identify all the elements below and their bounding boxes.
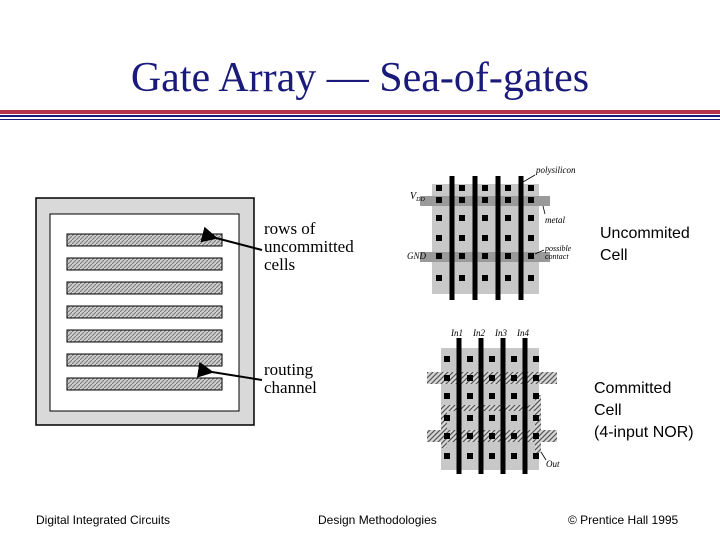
contact bbox=[489, 356, 495, 362]
contact bbox=[511, 393, 517, 399]
contact bbox=[444, 375, 450, 381]
uncommitted-cell-caption bbox=[600, 223, 690, 267]
cell-row bbox=[67, 258, 222, 270]
poly-gate bbox=[519, 176, 524, 300]
vdd-label: $V_{DD}$ bbox=[410, 191, 425, 203]
contact bbox=[459, 215, 465, 221]
polysilicon-label: polysilicon bbox=[536, 165, 576, 175]
contact bbox=[444, 433, 450, 439]
contact bbox=[467, 393, 473, 399]
cell-row bbox=[67, 378, 222, 390]
committed-caption-line2: Cell bbox=[594, 402, 622, 419]
uncommitted-caption-line1: Uncommited bbox=[600, 225, 690, 242]
contact bbox=[436, 197, 442, 203]
contact bbox=[436, 275, 442, 281]
cell-row bbox=[67, 282, 222, 294]
contact bbox=[459, 275, 465, 281]
metal-label: metal bbox=[545, 215, 565, 225]
contact bbox=[467, 415, 473, 421]
committed-cell-caption bbox=[594, 378, 694, 444]
committed-caption-line3: (4-input NOR) bbox=[594, 424, 694, 441]
input-label: In1 bbox=[451, 328, 463, 338]
contact bbox=[533, 375, 539, 381]
contact bbox=[467, 356, 473, 362]
contact bbox=[505, 253, 511, 259]
rows-label: rows of uncommitted cells bbox=[264, 219, 354, 274]
contact bbox=[528, 253, 534, 259]
input-label: In3 bbox=[495, 328, 507, 338]
contact bbox=[505, 275, 511, 281]
contact bbox=[444, 356, 450, 362]
contact bbox=[459, 185, 465, 191]
contact bbox=[467, 375, 473, 381]
committed-cell-layout bbox=[427, 338, 557, 474]
cell-row bbox=[67, 330, 222, 342]
contact bbox=[482, 235, 488, 241]
poly-gate bbox=[523, 338, 528, 474]
committed-caption-line1: Committed bbox=[594, 380, 672, 397]
contact bbox=[505, 215, 511, 221]
cell-row bbox=[67, 354, 222, 366]
contact bbox=[482, 253, 488, 259]
uncommitted-cell-layout bbox=[420, 175, 550, 300]
contact bbox=[482, 275, 488, 281]
input-label: In2 bbox=[473, 328, 485, 338]
contact bbox=[528, 197, 534, 203]
footer-center: Design Methodologies bbox=[318, 513, 437, 527]
contact bbox=[533, 356, 539, 362]
contact bbox=[436, 253, 442, 259]
out-label: Out bbox=[546, 459, 560, 469]
contact bbox=[444, 393, 450, 399]
contact bbox=[436, 215, 442, 221]
poly-gate bbox=[457, 338, 462, 474]
contact bbox=[533, 415, 539, 421]
contact bbox=[533, 393, 539, 399]
contact bbox=[444, 415, 450, 421]
contact bbox=[489, 393, 495, 399]
contact bbox=[505, 185, 511, 191]
poly-gate bbox=[473, 176, 478, 300]
contact bbox=[505, 235, 511, 241]
contact bbox=[444, 453, 450, 459]
contact bbox=[528, 275, 534, 281]
slide-title: Gate Array — Sea-of-gates bbox=[130, 55, 590, 101]
cell-row bbox=[67, 306, 222, 318]
poly-gate bbox=[479, 338, 484, 474]
contact bbox=[482, 197, 488, 203]
contact bbox=[511, 433, 517, 439]
contact bbox=[489, 453, 495, 459]
uncommitted-caption-line2: Cell bbox=[600, 247, 628, 264]
contact bbox=[511, 453, 517, 459]
footer-left: Digital Integrated Circuits bbox=[36, 513, 171, 527]
contact bbox=[482, 215, 488, 221]
poly-gate bbox=[501, 338, 506, 474]
contact bbox=[459, 253, 465, 259]
contact bbox=[482, 185, 488, 191]
contact-label: possible contact bbox=[545, 244, 572, 261]
contact bbox=[528, 235, 534, 241]
contact bbox=[511, 375, 517, 381]
channel-label: routing channel bbox=[264, 360, 317, 397]
contact bbox=[467, 453, 473, 459]
contact bbox=[533, 453, 539, 459]
chip-layout bbox=[36, 198, 254, 425]
contact bbox=[511, 415, 517, 421]
contact bbox=[528, 215, 534, 221]
contact bbox=[436, 185, 442, 191]
contact bbox=[467, 433, 473, 439]
contact bbox=[489, 375, 495, 381]
contact bbox=[505, 197, 511, 203]
footer-right: © Prentice Hall 1995 bbox=[568, 513, 679, 527]
contact bbox=[436, 235, 442, 241]
poly-gate bbox=[496, 176, 501, 300]
contact bbox=[533, 433, 539, 439]
contact bbox=[459, 235, 465, 241]
input-label: In4 bbox=[517, 328, 529, 338]
output-metal-right bbox=[535, 395, 541, 453]
contact bbox=[489, 433, 495, 439]
cell-row bbox=[67, 234, 222, 246]
poly-gate bbox=[450, 176, 455, 300]
contact bbox=[459, 197, 465, 203]
contact bbox=[489, 415, 495, 421]
contact bbox=[528, 185, 534, 191]
contact bbox=[511, 356, 517, 362]
input-labels bbox=[450, 328, 529, 338]
gnd-label: GND bbox=[407, 251, 427, 261]
